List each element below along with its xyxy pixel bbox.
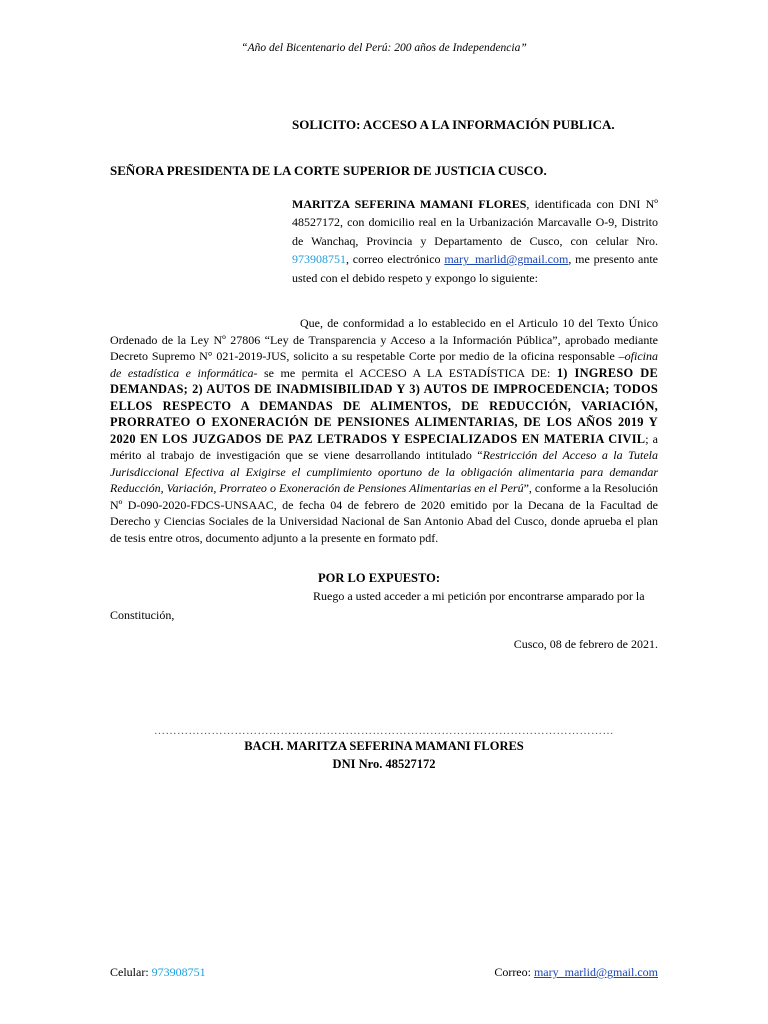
statistics-request-list: 1) INGRESO DE DEMANDAS; 2) AUTOS DE INADMISIBILIDAD Y 3) AUTOS DE IMPROCEDENCIA; TODOS ELLOS RESPECTO A DEMANDAS DE ALIMENTOS, DE REDUCCIÓN, VARIACIÓN, PRORRATEO O EXONERACIÓN DE PENSIONES ALIMENTARIAS, DE LOS AÑOS 2019 Y 2020 EN LOS JUZGADOS DE PAZ LETRADOS Y ESPECIALIZADOS EN MATERIA CIVIL [110,365,658,446]
body-text-4: ”, conforme a la Resolución Nº D-090-2020-FDCS-UNSAAC, de fecha 04 de febrero de 2020 emitido por la Decana de la Facultad de Derecho y Ciencias Sociales de la Universidad Nacional de San Antonio Abad del Cusco, donde aprueba el plan de tesis entre otros, documento adjunto a la presente en formato pdf. [110,481,658,545]
request-text: Ruego a usted acceder a mi petición por encontrarse amparado por la Constitución, [110,589,645,622]
intro-text-3: , me presento ante usted con el debido respeto y expongo lo siguiente: [292,252,658,285]
intro-text-2: , correo electrónico [346,252,445,267]
footer-phone-label: Celular: [110,965,152,979]
request-body-paragraph [110,315,658,546]
thesis-title: Restricción del Acceso a la Tutela Jurisdiccional Efectiva al Exigirse el cumplimiento oportuno de la obligación alimentaria para demandar Reducción, Variación, Prorrateo o Exoneración de Pensiones Alimentarias en el Perú [110,448,658,495]
footer-email-link[interactable]: mary_marlid@gmail.com [533,965,658,979]
document-addressee: SEÑORA PRESIDENTA DE LA CORTE SUPERIOR DE JUSTICIA CUSCO. [110,163,547,178]
office-name: oficina de estadística e informática- [110,349,658,380]
intro-text-1: , identificada con DNI Nº 48527172, con domicilio real en la Urbanización Marcavalle O-9, Distrito de Wanchaq, Provincia y Departamento de Cusco, con celular Nro. [292,197,658,248]
applicant-intro-paragraph [292,195,658,287]
signer-dni: DNI Nro. 48527172 [332,757,436,771]
footer-phone [110,965,206,980]
signature-line: ………………………………………………………………………………………………………… [154,725,614,737]
body-text-2: se me permita el ACCESO A LA ESTADÍSTICA DE: [257,365,557,380]
footer-email [380,965,658,980]
applicant-name: MARITZA SEFERINA MAMANI FLORES [292,197,527,211]
body-text-3: ; a mérito al trabajo de investigación que se viene desarrollando intitulado “ [110,431,658,462]
footer-phone-number[interactable]: 973908751 [151,965,206,979]
conclusion-request [110,587,658,624]
document-subject: SOLICITO: ACCESO A LA INFORMACIÓN PUBLICA. [292,117,615,132]
conclusion-heading: POR LO EXPUESTO: [318,571,441,585]
footer-email-label: Correo: [494,965,534,979]
signer-name: BACH. MARITZA SEFERINA MAMANI FLORES [244,739,524,753]
email-link[interactable]: mary_marlid@gmail.com [444,252,569,267]
document-header-motto: “Año del Bicentenario del Perú: 200 años de Independencia” [241,42,527,54]
document-date: Cusco, 08 de febrero de 2021. [513,637,658,651]
phone-number[interactable]: 973908751 [292,252,346,267]
body-text-1: Que, de conformidad a lo establecido en el Articulo 10 del Texto Único Ordenado de la Ley Nº 27806 “Ley de Transparencia y Acceso a la Información Pública”, aprobado mediante Decreto Supremo N° 021-2019-JUS, solicito a su respetable Corte por medio de la oficina responsable – [110,316,658,363]
